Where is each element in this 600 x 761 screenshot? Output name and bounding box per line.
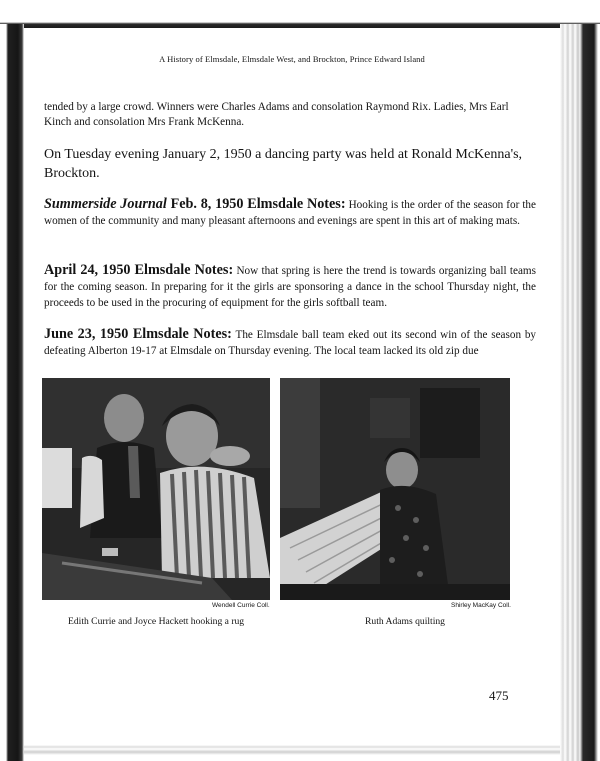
running-head: A History of Elmsdale, Elmsdale West, and Brockton, Prince Edward Island	[159, 54, 425, 64]
photo-caption: Edith Currie and Joyce Hackett hooking a rug	[68, 616, 245, 627]
page-edges-bottom	[24, 733, 560, 761]
entry-text: Hooking is the order of the season for the women of the community and many pleasant afternoons and evenings are spent in this art of making mats.	[44, 199, 536, 227]
entry-heading: June 23, 1950 Elmsdale Notes:	[44, 326, 232, 342]
paragraph-1: tended by a large crowd. Winners were Charles Adams and consolation Raymond Rix. Ladies, Mrs Earl Kinch and consolation Mrs Frank McKenna.	[44, 101, 509, 128]
paragraph-3	[44, 196, 536, 229]
photo-credit: Wendell Currie Coll.	[212, 602, 270, 609]
photo-caption: Ruth Adams quilting	[365, 616, 445, 627]
book-spine	[0, 24, 24, 761]
entry-heading: April 24, 1950 Elmsdale Notes:	[44, 262, 234, 278]
paragraph-5	[44, 326, 536, 359]
photo-rug-hooking	[42, 378, 270, 600]
paragraph-2: On Tuesday evening January 2, 1950 a dancing party was held at Ronald McKenna's, Brockton.	[44, 147, 523, 181]
book-page	[24, 28, 560, 733]
scan-top-edge	[0, 0, 600, 28]
paragraph-4	[44, 262, 536, 311]
source-title: Summerside Journal	[44, 196, 167, 212]
entry-heading: Feb. 8, 1950 Elmsdale Notes:	[166, 196, 346, 212]
entry-text: The Elmsdale ball team eked out its second win of the season by defeating Alberton 19-17 at Elmsdale on Thursday evening. The local team lacked its old zip due	[44, 329, 537, 357]
entry-text: Now that spring is here the trend is towards organizing ball teams for the coming season. In preparing for it the girls are sponsoring a dance in the school Thursday night, the proceeds to be used in the procuring of equipment for the girls softball team.	[44, 265, 536, 309]
photo-credit: Shirley MacKay Coll.	[451, 602, 511, 609]
page-number: 475	[489, 688, 509, 703]
photo-quilting	[280, 378, 510, 600]
page-edges-right	[560, 24, 600, 761]
